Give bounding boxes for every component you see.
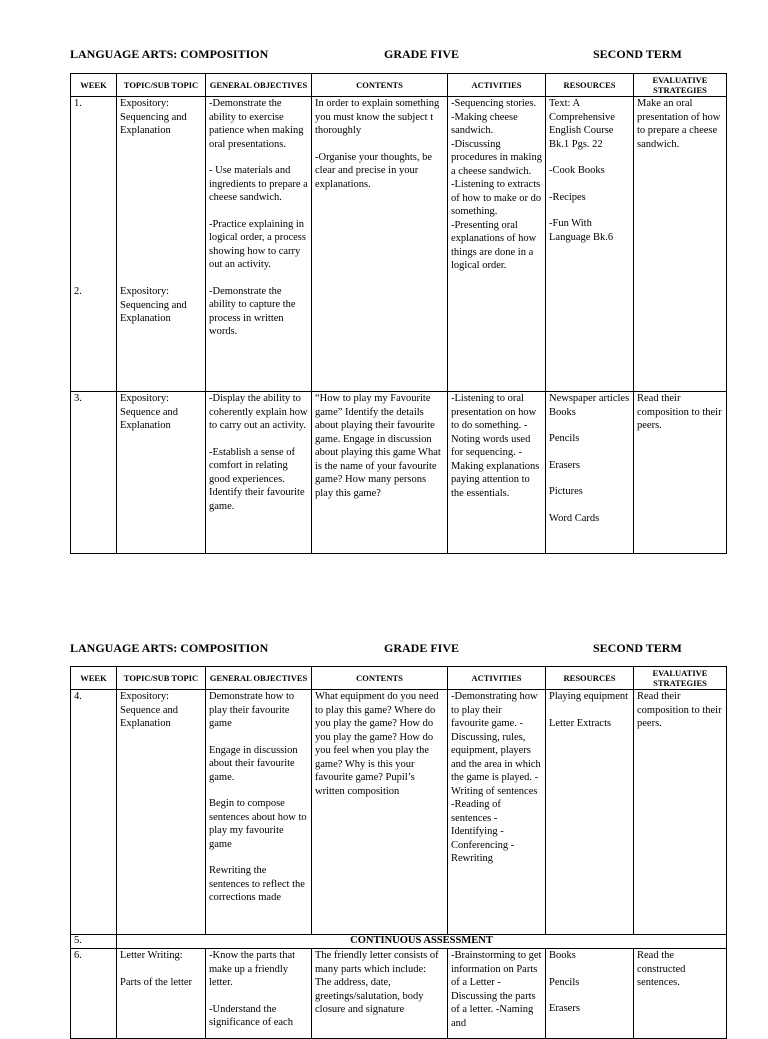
topic-cell (117, 949, 206, 1039)
resource-item: Pictures (549, 486, 583, 497)
objectives-cell (206, 949, 312, 1039)
objective-item: -Establish a sense of comfort in relating good experiences. Identify their favourite game. (209, 446, 305, 512)
col-resources: RESOURCES (546, 74, 634, 97)
objective-item: -Practice explaining in logical order, a process showing how to carry out an activity. (209, 218, 306, 270)
objective-item: - Use materials and ingredients to prepare a cheese sandwich. (209, 165, 308, 203)
resources-cell (546, 392, 634, 554)
week-cell (71, 97, 117, 392)
resource-item: Text: A Comprehensive English Course Bk.1 Pgs. 22 (549, 98, 615, 150)
col-activities: ACTIVITIES (448, 74, 546, 97)
term-title: SECOND TERM (593, 47, 682, 61)
week-number: 4. (71, 690, 117, 935)
objective-item: Engage in discussion about their favourite game. (209, 744, 298, 783)
col-objectives: GENERAL OBJECTIVES (206, 667, 312, 690)
continuous-assessment-label: CONTINUOUS ASSESSMENT (117, 935, 727, 949)
col-resources: RESOURCES (546, 667, 634, 690)
evaluation-cell: Read their composition to their peers. (634, 392, 727, 554)
resource-item: Pencils (549, 433, 580, 444)
col-topic: TOPIC/SUB TOPIC (117, 667, 206, 690)
evaluation-cell: Read their composition to their peers. (634, 690, 727, 935)
objective-item: Rewriting the sentences to reflect the corrections made (209, 865, 305, 903)
activity-item: -Making cheese sandwich. (451, 111, 518, 136)
topic-text: Expository: Sequencing and Explanation (120, 98, 187, 136)
objective-item: Begin to compose sentences about how to play my favourite game (209, 798, 307, 850)
topic-text: Parts of the letter (120, 976, 193, 988)
resource-item: -Fun With Language Bk.6 (549, 218, 614, 243)
objectives-cell (206, 97, 312, 392)
resources-cell (546, 949, 634, 1039)
week-number: 1. (74, 98, 82, 109)
grade-title: GRADE FIVE (384, 641, 460, 655)
col-contents: CONTENTS (312, 74, 448, 97)
col-objectives: GENERAL OBJECTIVES (206, 74, 312, 97)
table-row (71, 949, 727, 1039)
resource-item: Word Cards (549, 512, 600, 524)
activity-item: -Listening to extracts of how to make or do something. (451, 179, 542, 217)
col-contents: CONTENTS (312, 667, 448, 690)
table-row (71, 97, 727, 392)
resource-item: Newspaper articles Books (549, 393, 630, 418)
activities-cell: -Listening to oral presentation on how to do something. -Noting words used for sequencing. -Making explanations paying attention to the essentials. (448, 392, 546, 554)
table-header-row (71, 667, 727, 690)
table-header-row (71, 74, 727, 97)
grade-title: GRADE FIVE (384, 47, 460, 61)
col-week: WEEK (71, 667, 117, 690)
topic-text: Expository: Sequencing and Explanation (120, 286, 187, 324)
resource-item: -Cook Books (549, 165, 605, 176)
col-week: WEEK (71, 74, 117, 97)
col-topic: TOPIC/SUB TOPIC (117, 74, 206, 97)
resource-item: Erasers (549, 1003, 580, 1014)
table-row (71, 935, 727, 949)
resource-item: Books (549, 950, 576, 961)
objective-item: -Know the parts that make up a friendly letter. (209, 950, 296, 988)
contents-cell: The friendly letter consists of many parts which include: The address, date, greetings/salutation, body closure and signature (312, 949, 448, 1039)
week-number: 6. (71, 949, 117, 1039)
activities-cell: -Demonstrating how to play their favourite game. -Discussing, rules, equipment, players and the area in which the game is played. -Writing of sentences -Reading of sentences -Identifying -Conferencing -Rewriting (448, 690, 546, 935)
week-number: 3. (71, 392, 117, 554)
scheme-table-2 (70, 666, 727, 1039)
objective-item: -Display the ability to coherently explain how to carry out an activity. (209, 393, 308, 431)
topic-cell (117, 97, 206, 392)
topic-text: Expository: Sequence and Explanation (117, 392, 206, 554)
col-activities: ACTIVITIES (448, 667, 546, 690)
week-number: 2. (74, 286, 82, 297)
topic-text: Letter Writing: (120, 950, 183, 961)
activity-item: -Presenting oral explanations of how things are done in a logical order. (451, 219, 537, 271)
content-item: -Organise your thoughts, be clear and precise in your explanations. (315, 151, 433, 190)
resource-item: Playing equipment (549, 691, 629, 702)
table-row (71, 392, 727, 554)
subject-title: LANGUAGE ARTS: COMPOSITION (70, 47, 269, 61)
scheme-table-1 (70, 73, 727, 554)
activities-cell (448, 97, 546, 392)
contents-cell: “How to play my Favourite game” Identify the details about playing their favourite game. Engage in discussion about playing this game What is the name of your favourite game? How many persons play this game? (312, 392, 448, 554)
activity-item: -Discussing procedures in making a cheese sandwich. (451, 138, 542, 177)
activities-cell: -Brainstorming to get information on Parts of a Letter -Discussing the parts of a letter. -Naming and (448, 949, 546, 1039)
col-evaluation: EVALUATIVE STRATEGIES (634, 667, 727, 690)
resources-cell (546, 97, 634, 392)
contents-cell (312, 97, 448, 392)
col-evaluation: EVALUATIVE STRATEGIES (634, 74, 727, 97)
week-number: 5. (71, 935, 117, 949)
term-title: SECOND TERM (593, 641, 682, 655)
topic-text: Expository: Sequence and Explanation (117, 690, 206, 935)
evaluation-cell: Read the constructed sentences. (634, 949, 727, 1039)
resource-item: Erasers (549, 459, 580, 471)
objectives-cell (206, 690, 312, 935)
objective-item: -Demonstrate the ability to capture the process in written words. (209, 285, 296, 337)
contents-cell: What equipment do you need to play this game? Where do you play the game? How do you play the game? How do you feel when you play the game? Why is this your favourite game? Pupil’s written composition (312, 690, 448, 935)
resource-item: Pencils (549, 976, 580, 988)
objective-item: -Demonstrate the ability to exercise patience when making oral presentations. (209, 98, 304, 150)
content-item: In order to explain something you must know the subject t thoroughly (315, 98, 440, 136)
activity-item: -Sequencing stories. (451, 98, 537, 109)
objective-item: -Understand the significance of each (209, 1003, 293, 1028)
resource-item: -Recipes (549, 191, 586, 203)
resources-cell (546, 690, 634, 935)
subject-title: LANGUAGE ARTS: COMPOSITION (70, 641, 269, 655)
objective-item: Demonstrate how to play their favourite game (209, 691, 295, 729)
resource-item: Letter Extracts (549, 717, 612, 729)
objectives-cell (206, 392, 312, 554)
evaluation-cell: Make an oral presentation of how to prepare a cheese sandwich. (634, 97, 727, 392)
table-row (71, 690, 727, 935)
